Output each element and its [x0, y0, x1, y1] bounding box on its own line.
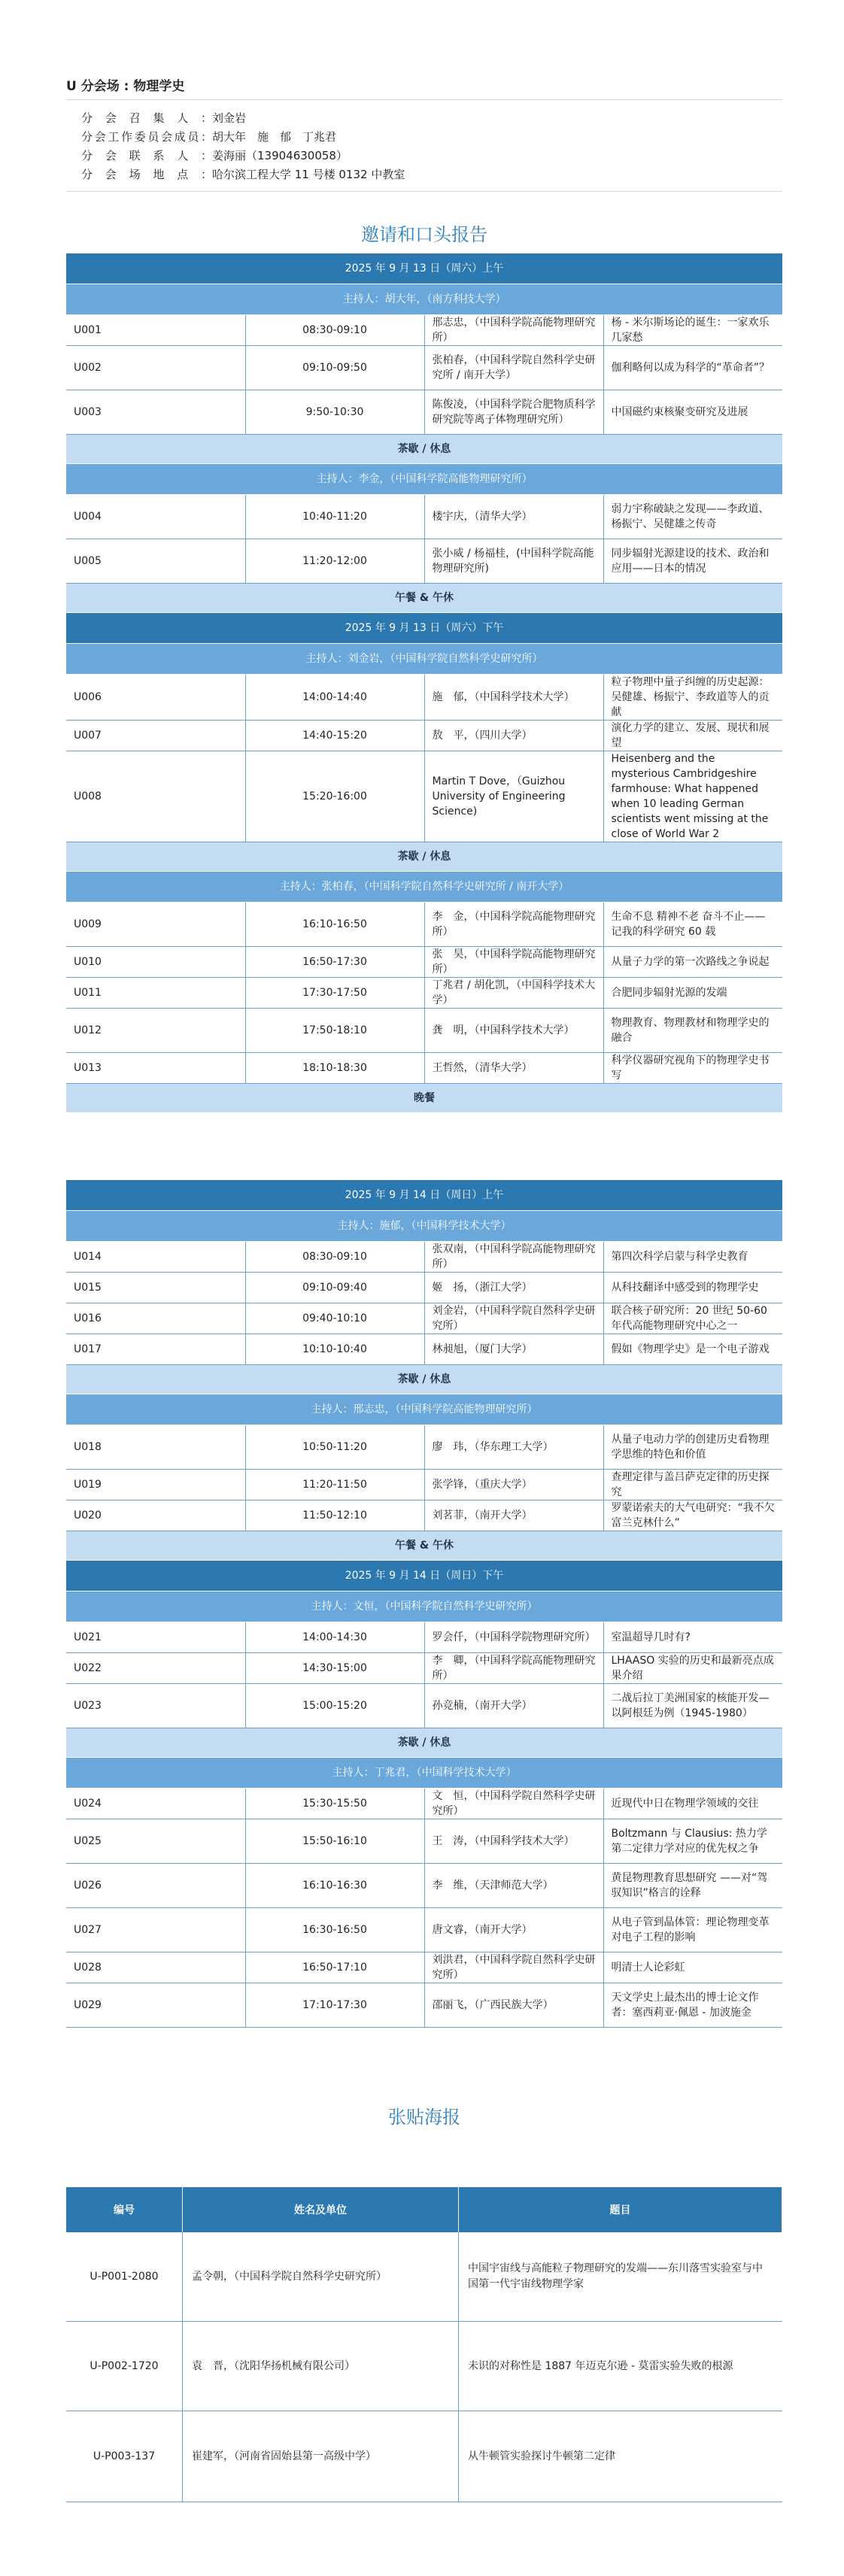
session-date-header-text: 2025 年 9 月 13 日（周六）下午: [66, 613, 782, 644]
break-row: [66, 842, 782, 872]
oral-section-title: 邀请和口头报告: [361, 224, 487, 245]
talk-id: U006: [66, 675, 245, 721]
session-host-row: [66, 872, 782, 903]
schedule-table-day1: [66, 253, 782, 1113]
talk-time: 09:10-09:50: [245, 346, 424, 390]
speaker-name: 丁兆君 / 胡化凯，（中国科学技术大学）: [424, 978, 603, 1009]
talk-time: 16:10-16:50: [245, 903, 424, 947]
break-row: [66, 1084, 782, 1113]
talk-id: U026: [66, 1864, 245, 1908]
talk-id: U008: [66, 751, 245, 842]
speaker-name: 林昶旭，（厦门大学）: [424, 1334, 603, 1365]
break-row: [66, 1728, 782, 1758]
info-value: 胡大年 施 郁 丁兆君: [212, 130, 337, 144]
poster-id: U-P002-1720: [66, 2322, 183, 2411]
talk-time: 9:50-10:30: [245, 390, 424, 435]
speaker-name: 李 维，（天津师范大学）: [424, 1864, 603, 1908]
info-key: 分会工作委员会成员：: [81, 130, 212, 144]
talk-title: 联合核子研究所：20 世纪 50-60 年代高能物理研究中心之一: [603, 1303, 782, 1334]
talk-title: 假如《物理学史》是一个电子游戏: [603, 1334, 782, 1365]
break-row-text: 茶歇 / 休息: [66, 435, 782, 464]
speaker-name: Martin T Dove，（Guizhou University of Engineering Science): [424, 751, 603, 842]
info-row-contact: [81, 147, 405, 165]
poster-id: U-P001-2080: [66, 2232, 183, 2322]
poster-table: [66, 2187, 782, 2502]
talk-id: U011: [66, 978, 245, 1009]
info-value: 姜海丽（13904630058）: [212, 149, 348, 162]
talk-row: [66, 1684, 782, 1728]
talk-time: 08:30-09:10: [245, 315, 424, 346]
break-row-text: 午餐 & 午休: [66, 584, 782, 613]
talk-title: 近现代中日在物理学领域的交往: [603, 1789, 782, 1819]
poster-section-title: 张贴海报: [388, 2107, 460, 2128]
talk-id: U002: [66, 346, 245, 390]
break-row: [66, 1531, 782, 1561]
info-row-committee: [81, 128, 405, 147]
talk-time: 18:10-18:30: [245, 1053, 424, 1084]
talk-title: 粒子物理中量子纠缠的历史起源：吴健雄、杨振宁、李政道等人的贡献: [603, 675, 782, 721]
speaker-name: 罗会仟，（中国科学院物理研究所）: [424, 1622, 603, 1653]
session-host-row-text: 主持人：胡大年，（南方科技大学）: [66, 284, 782, 315]
session-date-header: [66, 1180, 782, 1211]
talk-row: [66, 1470, 782, 1500]
talk-id: U021: [66, 1622, 245, 1653]
talk-id: U019: [66, 1470, 245, 1500]
talk-id: U018: [66, 1425, 245, 1470]
divider: [66, 99, 782, 100]
talk-row: [66, 495, 782, 539]
talk-title: Heisenberg and the mysterious Cambridgeshire farmhouse: What happened when 10 leading German scientists went missing at the close of World War 2: [603, 751, 782, 842]
talk-id: U005: [66, 539, 245, 584]
talk-id: U024: [66, 1789, 245, 1819]
talk-title: 从量子电动力学的创建历史看物理学思维的特色和价值: [603, 1425, 782, 1470]
speaker-name: 施 郁，（中国科学技术大学）: [424, 675, 603, 721]
speaker-name: 姬 扬，（浙江大学）: [424, 1273, 603, 1303]
session-host-row: [66, 1211, 782, 1242]
talk-time: 14:00-14:40: [245, 675, 424, 721]
talk-row: [66, 947, 782, 978]
break-row-text: 晚餐: [66, 1084, 782, 1113]
speaker-name: 邢志忠，（中国科学院高能物理研究所）: [424, 315, 603, 346]
poster-header-name: 姓名及单位: [183, 2187, 459, 2232]
schedule-table-day2: [66, 1180, 782, 2028]
talk-time: 17:30-17:50: [245, 978, 424, 1009]
talk-row: [66, 903, 782, 947]
talk-title: 合肥同步辐射光源的发端: [603, 978, 782, 1009]
talk-time: 15:50-16:10: [245, 1819, 424, 1864]
speaker-name: 张柏春，（中国科学院自然科学史研究所 / 南开大学）: [424, 346, 603, 390]
session-date-header-text: 2025 年 9 月 14 日（周日）上午: [66, 1180, 782, 1211]
session-host-row: [66, 284, 782, 315]
speaker-name: 唐文睿，（南开大学）: [424, 1908, 603, 1952]
talk-time: 09:10-09:40: [245, 1273, 424, 1303]
speaker-name: 刘洪君，（中国科学院自然科学史研究所）: [424, 1952, 603, 1983]
talk-title: 室温超导几时有?: [603, 1622, 782, 1653]
talk-title: 科学仪器研究视角下的物理学史书写: [603, 1053, 782, 1084]
talk-time: 11:50-12:10: [245, 1500, 424, 1531]
talk-time: 10:40-11:20: [245, 495, 424, 539]
session-host-row-text: 主持人：邢志忠，（中国科学院高能物理研究所）: [66, 1394, 782, 1425]
poster-title: 中国宇宙线与高能粒子物理研究的发端——东川落雪实验室与中国第一代宇宙线物理学家: [459, 2232, 782, 2322]
talk-id: U028: [66, 1952, 245, 1983]
talk-id: U029: [66, 1983, 245, 2028]
talk-row: [66, 539, 782, 584]
talk-id: U012: [66, 1009, 245, 1053]
talk-id: U007: [66, 721, 245, 751]
speaker-name: 敖 平，（四川大学）: [424, 721, 603, 751]
break-row: [66, 435, 782, 464]
speaker-name: 陈俊凌，（中国科学院合肥物质科学研究院等离子体物理研究所）: [424, 390, 603, 435]
session-host-row: [66, 1394, 782, 1425]
speaker-name: 张学锋，（重庆大学）: [424, 1470, 603, 1500]
talk-time: 15:30-15:50: [245, 1789, 424, 1819]
talk-title: 明清士人论彩虹: [603, 1952, 782, 1983]
talk-title: 罗蒙诺索夫的大气电研究：“我不欠富兰克林什么”: [603, 1500, 782, 1531]
info-row-convener: [81, 109, 405, 128]
speaker-name: 孙竞楠，（南开大学）: [424, 1684, 603, 1728]
speaker-name: 邵丽飞，（广西民族大学）: [424, 1983, 603, 2028]
poster-header-row: [66, 2187, 782, 2232]
break-row-text: 午餐 & 午休: [66, 1531, 782, 1561]
session-host-row-text: 主持人：丁兆君，（中国科学技术大学）: [66, 1758, 782, 1789]
talk-id: U009: [66, 903, 245, 947]
talk-title: 从电子管到晶体管：理论物理变革对电子工程的影响: [603, 1908, 782, 1952]
talk-time: 11:20-12:00: [245, 539, 424, 584]
speaker-name: 楼宇庆，（清华大学）: [424, 495, 603, 539]
talk-title: 黄昆物理教育思想研究 ——对“驾驭知识”格言的诠释: [603, 1864, 782, 1908]
talk-time: 14:00-14:30: [245, 1622, 424, 1653]
session-date-header-text: 2025 年 9 月 13 日（周六）上午: [66, 253, 782, 284]
poster-header-title: 题目: [459, 2187, 782, 2232]
talk-row: [66, 1864, 782, 1908]
talk-row: [66, 675, 782, 721]
talk-row: [66, 1303, 782, 1334]
talk-id: U003: [66, 390, 245, 435]
talk-time: 16:50-17:30: [245, 947, 424, 978]
speaker-name: 刘金岩，（中国科学院自然科学史研究所）: [424, 1303, 603, 1334]
break-row-text: 茶歇 / 休息: [66, 1728, 782, 1758]
talk-title: 杨 - 米尔斯场论的诞生：一家欢乐几家愁: [603, 315, 782, 346]
speaker-name: 廖 玮，（华东理工大学）: [424, 1425, 603, 1470]
talk-row: [66, 1653, 782, 1684]
info-row-location: [81, 165, 405, 184]
talk-time: 17:10-17:30: [245, 1983, 424, 2028]
poster-name: 孟令朝，（中国科学院自然科学史研究所）: [183, 2232, 459, 2322]
talk-time: 15:00-15:20: [245, 1684, 424, 1728]
talk-title: 伽利略何以成为科学的“革命者”？: [603, 346, 782, 390]
talk-title: 查理定律与盖吕萨克定律的历史探究: [603, 1470, 782, 1500]
talk-row: [66, 721, 782, 751]
talk-time: 09:40-10:10: [245, 1303, 424, 1334]
talk-row: [66, 1425, 782, 1470]
info-value: 哈尔滨工程大学 11 号楼 0132 中教室: [212, 168, 405, 181]
talk-id: U025: [66, 1819, 245, 1864]
poster-name: 袁 晋，（沈阳华扬机械有限公司）: [183, 2322, 459, 2411]
talk-row: [66, 1819, 782, 1864]
session-host-row-text: 主持人：文恒，（中国科学院自然科学史研究所）: [66, 1591, 782, 1622]
speaker-name: 张小威 / 杨福桂，(中国科学院高能物理研究所): [424, 539, 603, 584]
talk-time: 14:30-15:00: [245, 1653, 424, 1684]
talk-title: 中国磁约束核聚变研究及进展: [603, 390, 782, 435]
talk-title: 从量子力学的第一次路线之争说起: [603, 947, 782, 978]
talk-id: U001: [66, 315, 245, 346]
talk-id: U014: [66, 1242, 245, 1273]
session-host-row: [66, 1591, 782, 1622]
poster-row: [66, 2232, 782, 2322]
speaker-name: 刘茗菲，（南开大学）: [424, 1500, 603, 1531]
session-date-header: [66, 613, 782, 644]
session-host-row-text: 主持人：张柏春，（中国科学院自然科学史研究所 / 南开大学）: [66, 872, 782, 903]
speaker-name: 李 金，（中国科学院高能物理研究所）: [424, 903, 603, 947]
venue-info: [81, 109, 405, 184]
session-host-row-text: 主持人：刘金岩，（中国科学院自然科学史研究所）: [66, 644, 782, 675]
talk-title: 同步辐射光源建设的技术、政治和应用——日本的情况: [603, 539, 782, 584]
poster-title: 未识的对称性是 1887 年迈克尔逊 - 莫雷实验失败的根源: [459, 2322, 782, 2411]
talk-row: [66, 1242, 782, 1273]
poster-row: [66, 2411, 782, 2502]
talk-id: U022: [66, 1653, 245, 1684]
talk-row: [66, 1500, 782, 1531]
talk-time: 10:10-10:40: [245, 1334, 424, 1365]
speaker-name: 李 卿，（中国科学院高能物理研究所）: [424, 1653, 603, 1684]
talk-row: [66, 390, 782, 435]
break-row-text: 茶歇 / 休息: [66, 842, 782, 872]
poster-header-id: 编号: [66, 2187, 183, 2232]
break-row-text: 茶歇 / 休息: [66, 1365, 782, 1394]
speaker-name: 王哲然，（清华大学）: [424, 1053, 603, 1084]
talk-title: 演化力学的建立、发展、现状和展望: [603, 721, 782, 751]
talk-id: U015: [66, 1273, 245, 1303]
talk-row: [66, 1273, 782, 1303]
talk-time: 15:20-16:00: [245, 751, 424, 842]
speaker-name: 张 昊，（中国科学院高能物理研究所）: [424, 947, 603, 978]
talk-row: [66, 1622, 782, 1653]
talk-title: 从科技翻译中感受到的物理学史: [603, 1273, 782, 1303]
session-host-row-text: 主持人：李金，（中国科学院高能物理研究所）: [66, 464, 782, 495]
talk-id: U027: [66, 1908, 245, 1952]
info-value: 刘金岩: [212, 111, 247, 125]
talk-id: U010: [66, 947, 245, 978]
talk-row: [66, 346, 782, 390]
talk-time: 14:40-15:20: [245, 721, 424, 751]
talk-time: 16:10-16:30: [245, 1864, 424, 1908]
talk-row: [66, 751, 782, 842]
session-host-row: [66, 464, 782, 495]
session-host-row: [66, 644, 782, 675]
session-host-row: [66, 1758, 782, 1789]
talk-title: 二战后拉丁美洲国家的核能开发—以阿根廷为例（1945-1980）: [603, 1684, 782, 1728]
talk-time: 11:20-11:50: [245, 1470, 424, 1500]
poster-title: 从牛顿管实验探讨牛顿第二定律: [459, 2411, 782, 2502]
venue-title: U 分会场 : 物理学史: [66, 79, 185, 94]
talk-title: 天文学史上最杰出的博士论文作者：塞西莉亚·佩恩 - 加波施金: [603, 1983, 782, 2028]
talk-id: U020: [66, 1500, 245, 1531]
poster-row: [66, 2322, 782, 2411]
talk-title: Boltzmann 与 Clausius: 热力学第二定律力学对应的优先权之争: [603, 1819, 782, 1864]
divider: [66, 191, 782, 192]
talk-row: [66, 978, 782, 1009]
session-date-header: [66, 253, 782, 284]
speaker-name: 王 涛，（中国科学技术大学）: [424, 1819, 603, 1864]
talk-id: U016: [66, 1303, 245, 1334]
talk-title: 物理教育、物理教材和物理学史的融合: [603, 1009, 782, 1053]
speaker-name: 文 恒，（中国科学院自然科学史研究所）: [424, 1789, 603, 1819]
session-date-header: [66, 1561, 782, 1591]
speaker-name: 张双南，（中国科学院高能物理研究所）: [424, 1242, 603, 1273]
talk-time: 16:50-17:10: [245, 1952, 424, 1983]
poster-name: 崔建军，（河南省固始县第一高级中学）: [183, 2411, 459, 2502]
talk-row: [66, 1789, 782, 1819]
break-row: [66, 1365, 782, 1394]
talk-row: [66, 1053, 782, 1084]
talk-title: 第四次科学启蒙与科学史教育: [603, 1242, 782, 1273]
talk-title: 弱力宇称破缺之发现——李政道、杨振宁、吴健雄之传奇: [603, 495, 782, 539]
talk-row: [66, 315, 782, 346]
talk-title: LHAASO 实验的历史和最新亮点成果介绍: [603, 1653, 782, 1684]
talk-id: U004: [66, 495, 245, 539]
talk-id: U017: [66, 1334, 245, 1365]
talk-row: [66, 1983, 782, 2028]
info-key: 分会联系人：: [81, 149, 212, 162]
talk-id: U023: [66, 1684, 245, 1728]
session-host-row-text: 主持人：施郁，（中国科学技术大学）: [66, 1211, 782, 1242]
speaker-name: 龚 明，（中国科学技术大学）: [424, 1009, 603, 1053]
talk-time: 17:50-18:10: [245, 1009, 424, 1053]
talk-time: 16:30-16:50: [245, 1908, 424, 1952]
info-key: 分会召集人：: [81, 111, 212, 125]
talk-row: [66, 1009, 782, 1053]
talk-row: [66, 1334, 782, 1365]
talk-title: 生命不息 精神不老 奋斗不止——记我的科学研究 60 载: [603, 903, 782, 947]
break-row: [66, 584, 782, 613]
poster-id: U-P003-137: [66, 2411, 183, 2502]
talk-row: [66, 1952, 782, 1983]
session-date-header-text: 2025 年 9 月 14 日（周日）下午: [66, 1561, 782, 1591]
talk-row: [66, 1908, 782, 1952]
talk-time: 08:30-09:10: [245, 1242, 424, 1273]
talk-time: 10:50-11:20: [245, 1425, 424, 1470]
talk-id: U013: [66, 1053, 245, 1084]
info-key: 分会场地点：: [81, 168, 212, 181]
